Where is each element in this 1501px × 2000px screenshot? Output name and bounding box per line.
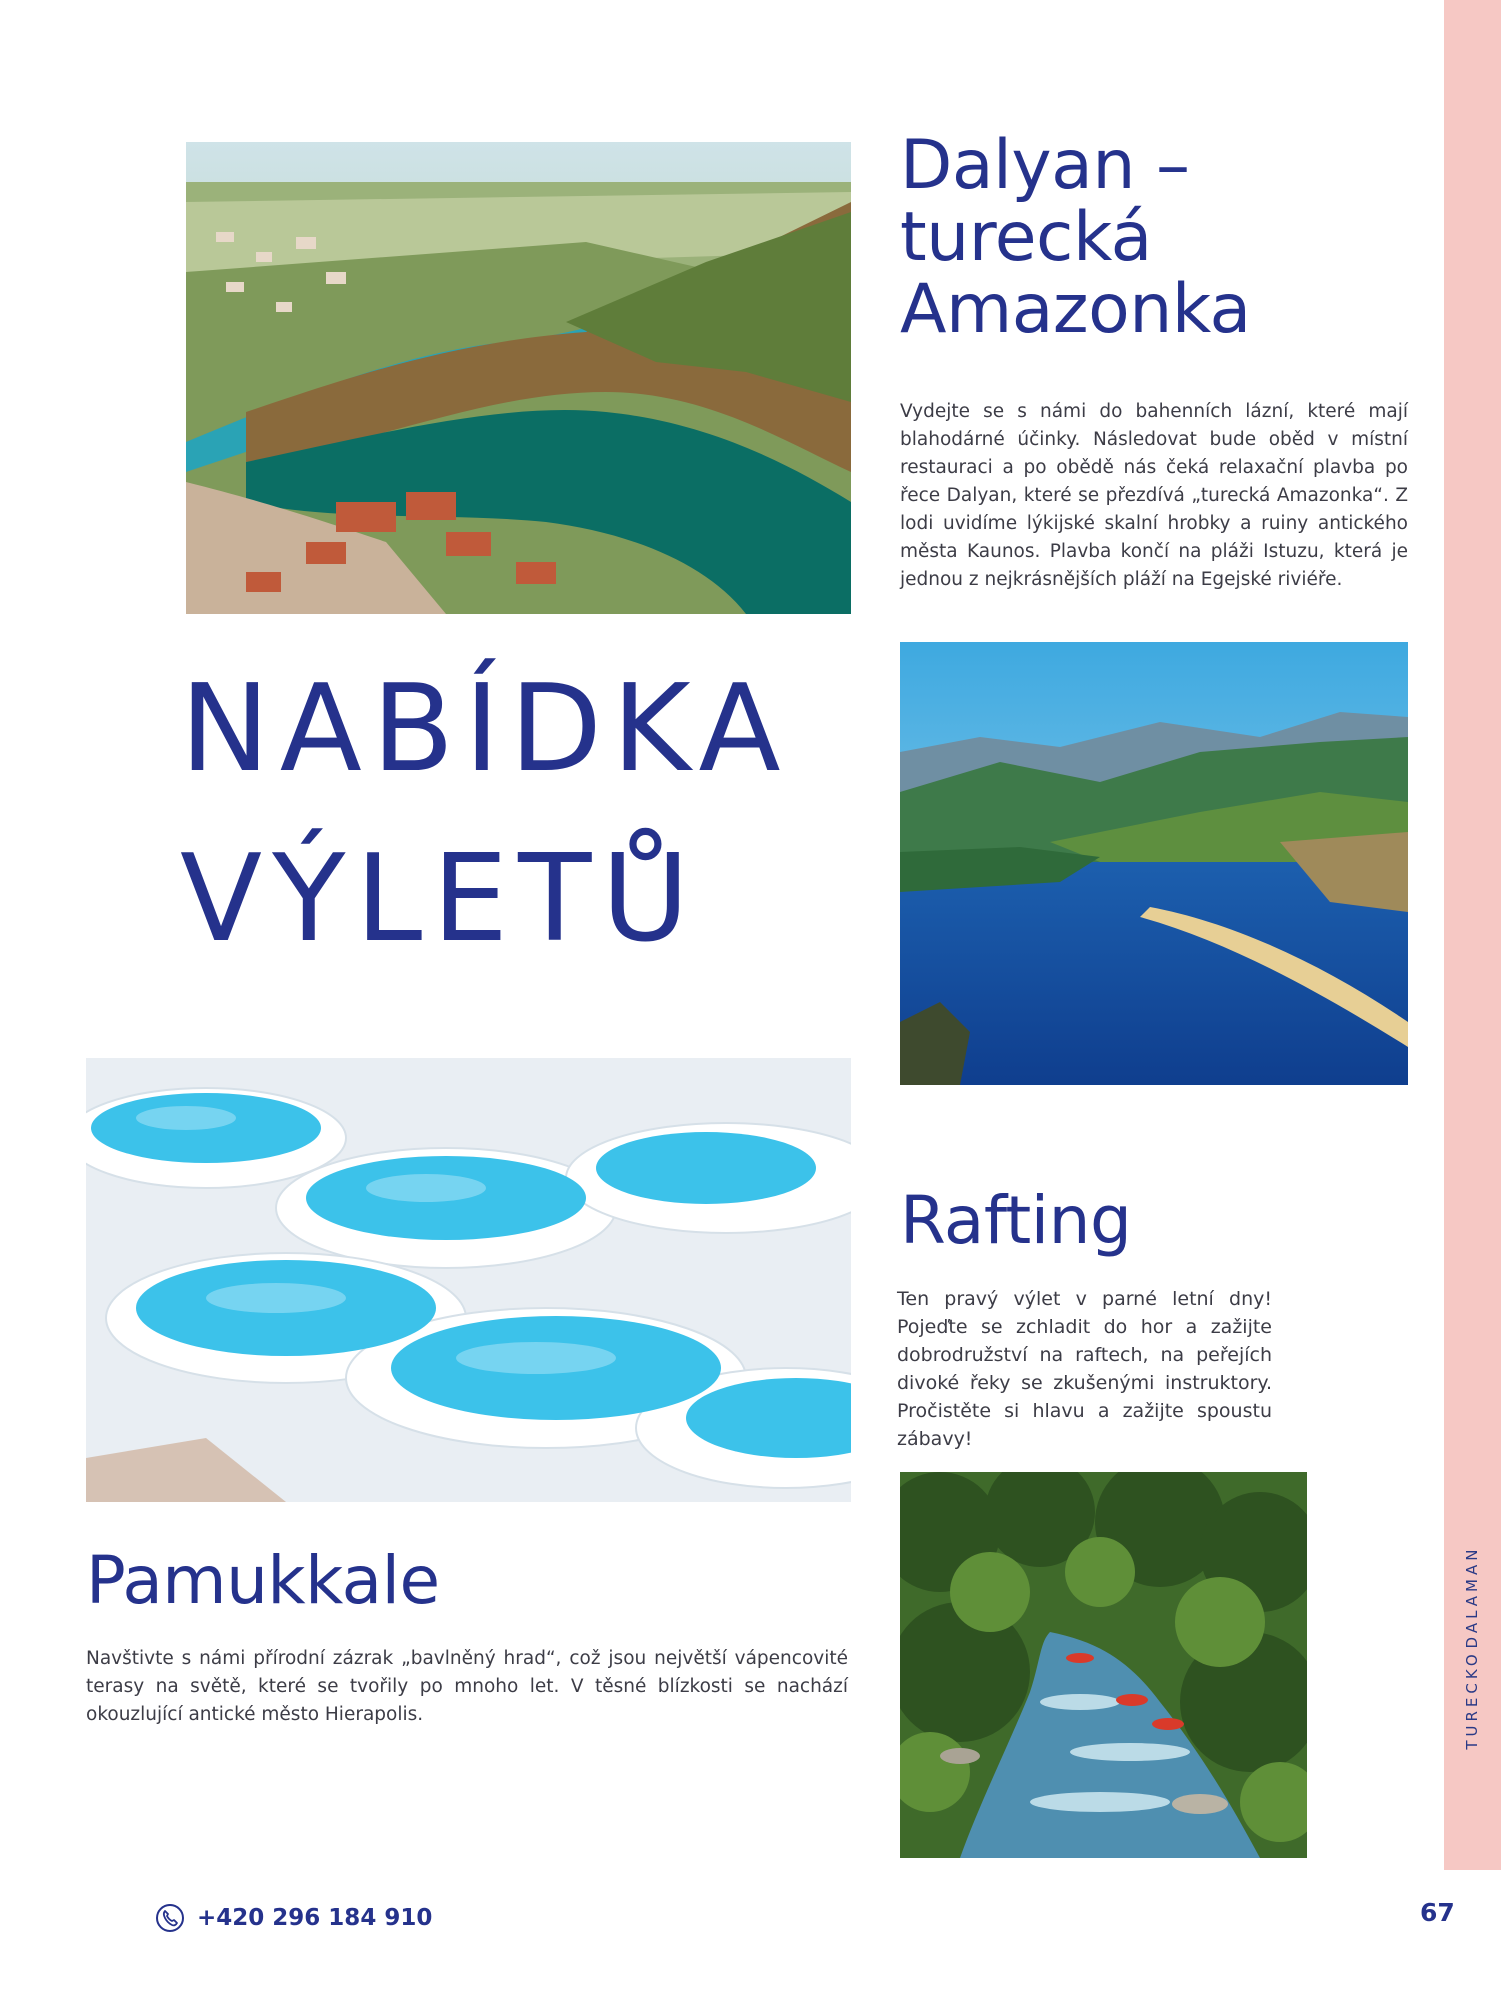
bay-beach-photo xyxy=(900,642,1408,1085)
rafting-title: Rafting xyxy=(900,1182,1132,1259)
rafting-river-photo xyxy=(900,1472,1307,1858)
rafting-description: Ten pravý výlet v parné letní dny! Pojeďte se zchladit do hor a zažijte dobrodružství na raftech, na peřejích divoké řeky se zkušenými instruktory. Pročistěte si hlavu a zažijte spoustu zábavy! xyxy=(897,1288,1272,1450)
dalyan-title xyxy=(900,126,1340,349)
dalyan-description: Vydejte se s námi do bahenních lázní, které mají blahodárné účinky. Následovat bude oběd v místní restauraci a po obědě nás čeká relaxační plavba po řece Dalyan, které se přezdívá „turecká Amazonka“. Z lodi uvidíme lýkijské skalní hrobky a ruiny antického města Kaunos. Plavba končí na pláži Istuzu, která je jednou z nejkrásnějších pláží na Egejské riviéře. xyxy=(900,401,1408,590)
dalyan-title-line3: Amazonka xyxy=(900,270,1251,349)
pamukkale-description: Navštivte s námi přírodní zázrak „bavlněný hrad“, což jsou největší vápencovité terasy na světě, které se tvořily po mnoho let. V těsné blízkosti se nachází okouzlující antické město Hierapolis. xyxy=(86,1648,848,1725)
footer-phone[interactable] xyxy=(155,1900,432,1936)
page-number: 67 xyxy=(1420,1898,1455,1927)
pamukkale-title: Pamukkale xyxy=(86,1542,440,1619)
main-title-line1: NABÍDKA xyxy=(180,660,791,799)
main-title-line2: VÝLETŮ xyxy=(180,830,700,969)
dalyan-title-line1: Dalyan – xyxy=(900,126,1190,205)
dalyan-title-line2: turecká xyxy=(900,198,1152,277)
phone-number[interactable]: +420 296 184 910 xyxy=(197,1905,433,1931)
dalyan-river-photo xyxy=(186,142,851,614)
phone-icon xyxy=(155,1903,185,1933)
pamukkale-terraces-photo xyxy=(86,1058,851,1502)
